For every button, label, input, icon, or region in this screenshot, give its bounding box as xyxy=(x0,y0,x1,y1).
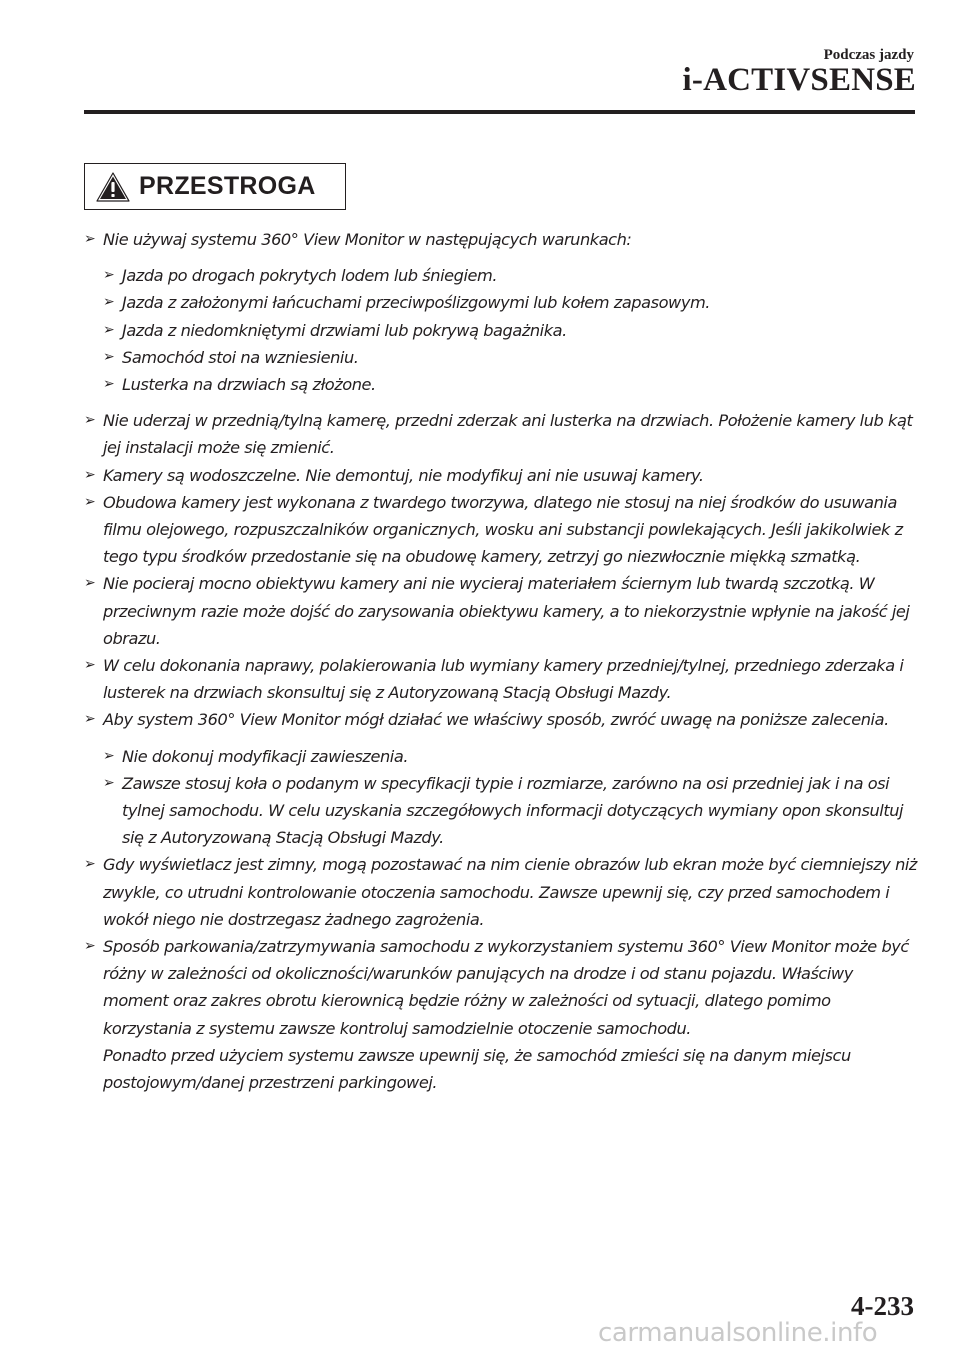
list-item xyxy=(84,851,919,933)
item-text: Nie uderzaj w przednią/tylną kamerę, przedni zderzak ani lusterka na drzwiach. Położenie kamery lub kąt jej instalacji może się zmienić. xyxy=(103,411,913,458)
section-name: Podczas jazdy xyxy=(823,47,914,63)
list-item xyxy=(84,226,919,253)
watermark: carmanualsonline.info xyxy=(598,1318,878,1348)
list-item xyxy=(84,652,919,706)
sub-list-item xyxy=(103,743,919,770)
item-text: Kamery są wodoszczelne. Nie demontuj, nie modyfikuj ani nie usuwaj kamery. xyxy=(103,465,704,485)
item-text: Ponadto przed użyciem systemu zawsze upewnij się, że samochód zmieści się na danym miejscu postojowym/danej przestrzeni parkingowej. xyxy=(103,1045,851,1093)
item-text: Nie pocieraj mocno obiektywu kamery ani nie wycieraj materiałem ściernym lub twardą szczotką. W przeciwnym razie może dojść do zarysowania obiektywu kamery, a to niekorzystnie wpłynie na jakość jej obrazu. xyxy=(103,574,910,648)
bullet-arrow-icon: ➢ xyxy=(103,267,115,284)
caution-label: PRZESTROGA xyxy=(139,172,316,200)
bullet-arrow-icon: ➢ xyxy=(84,938,96,955)
item-text: Jazda z założonymi łańcuchami przeciwpoślizgowymi lub kołem zapasowym. xyxy=(122,293,710,313)
sub-list-item xyxy=(103,344,919,371)
item-text: Zawsze stosuj koła o podanym w specyfikacji typie i rozmiarze, zarówno na osi przedniej jak i na osi tylnej samochodu. W celu uzyskania szczegółowych informacji dotyczących wymiany opon skonsultuj się z Autoryzowaną Stacją Obsługi Mazdy. xyxy=(122,773,904,848)
list-item xyxy=(84,462,919,489)
bullet-arrow-icon: ➢ xyxy=(84,657,96,674)
list-item xyxy=(84,489,919,571)
chapter-title: i-ACTIVSENSE xyxy=(682,62,916,98)
sub-list-item xyxy=(103,371,919,398)
list-item xyxy=(84,407,919,461)
item-text: Aby system 360° View Monitor mógł działać we właściwy sposób, zwróć uwagę na poniższe zalecenia. xyxy=(103,710,889,730)
sub-list-item xyxy=(103,770,919,852)
bullet-arrow-icon: ➢ xyxy=(103,774,115,791)
list-item xyxy=(84,570,919,652)
bullet-arrow-icon: ➢ xyxy=(84,711,96,728)
item-text: Samochód stoi na wzniesieniu. xyxy=(122,347,359,367)
bullet-arrow-icon: ➢ xyxy=(103,747,115,764)
header-rule xyxy=(84,110,915,114)
caution-list xyxy=(84,226,919,1096)
item-text: Jazda po drogach pokrytych lodem lub śniegiem. xyxy=(122,266,498,286)
item-text: Sposób parkowania/zatrzymywania samochodu z wykorzystaniem systemu 360° View Monitor może być różny w zależności od okoliczności/warunków panujących na drodze i od stanu pojazdu. Właściwy moment oraz zakres obrotu kierownicą będzie różny w zależności od sytuacji, dlatego pomimo korzystania z systemu zawsze kontroluj samodzielnie otoczenie samochodu. xyxy=(103,937,909,1038)
bullet-arrow-icon: ➢ xyxy=(84,856,96,873)
item-text: Nie używaj systemu 360° View Monitor w następujących warunkach: xyxy=(103,230,632,249)
page-number: 4-233 xyxy=(851,1291,914,1321)
list-item xyxy=(84,933,919,1096)
bullet-arrow-icon: ➢ xyxy=(103,294,115,311)
item-text: Obudowa kamery jest wykonana z twardego tworzywa, dlatego nie stosuj na niej środków do usuwania filmu olejowego, rozpuszczalników organicznych, wosku ani substancji powlekających. Jeśli jakikolwiek z tego typu środków przedostanie się na obudowę kamery, zetrzyj go niezwłocznie miękką szmatką. xyxy=(103,492,903,567)
sub-list-item xyxy=(103,317,919,344)
warning-triangle-icon xyxy=(95,171,131,203)
bullet-arrow-icon: ➢ xyxy=(103,376,115,393)
bullet-arrow-icon: ➢ xyxy=(103,348,115,365)
bullet-arrow-icon: ➢ xyxy=(84,231,96,247)
item-text: Nie dokonuj modyfikacji zawieszenia. xyxy=(122,746,409,766)
bullet-arrow-icon: ➢ xyxy=(103,321,115,338)
sub-list-item xyxy=(103,262,919,289)
item-text: Lusterka na drzwiach są złożone. xyxy=(122,375,376,395)
bullet-arrow-icon: ➢ xyxy=(84,466,96,483)
bullet-arrow-icon: ➢ xyxy=(84,493,96,510)
bullet-arrow-icon: ➢ xyxy=(84,412,96,429)
list-item xyxy=(84,706,919,733)
bullet-arrow-icon: ➢ xyxy=(84,575,96,592)
item-text: Jazda z niedomkniętymi drzwiami lub pokrywą bagażnika. xyxy=(122,320,567,340)
sub-list-item xyxy=(103,289,919,316)
item-text: Gdy wyświetlacz jest zimny, mogą pozostawać na nim cienie obrazów lub ekran może być ciemniejszy niż zwykle, co utrudni kontrolowanie otoczenia samochodu. Zawsze upewnij się, czy przed samochodem i wokół niego nie dostrzegasz żadnego zagrożenia. xyxy=(103,855,917,929)
item-text: W celu dokonania naprawy, polakierowania lub wymiany kamery przedniej/tylnej, przedniego zderzaka i lusterek na drzwiach skonsultuj się z Autoryzowaną Stacją Obsługi Mazdy. xyxy=(103,656,904,703)
caution-box xyxy=(84,163,346,210)
